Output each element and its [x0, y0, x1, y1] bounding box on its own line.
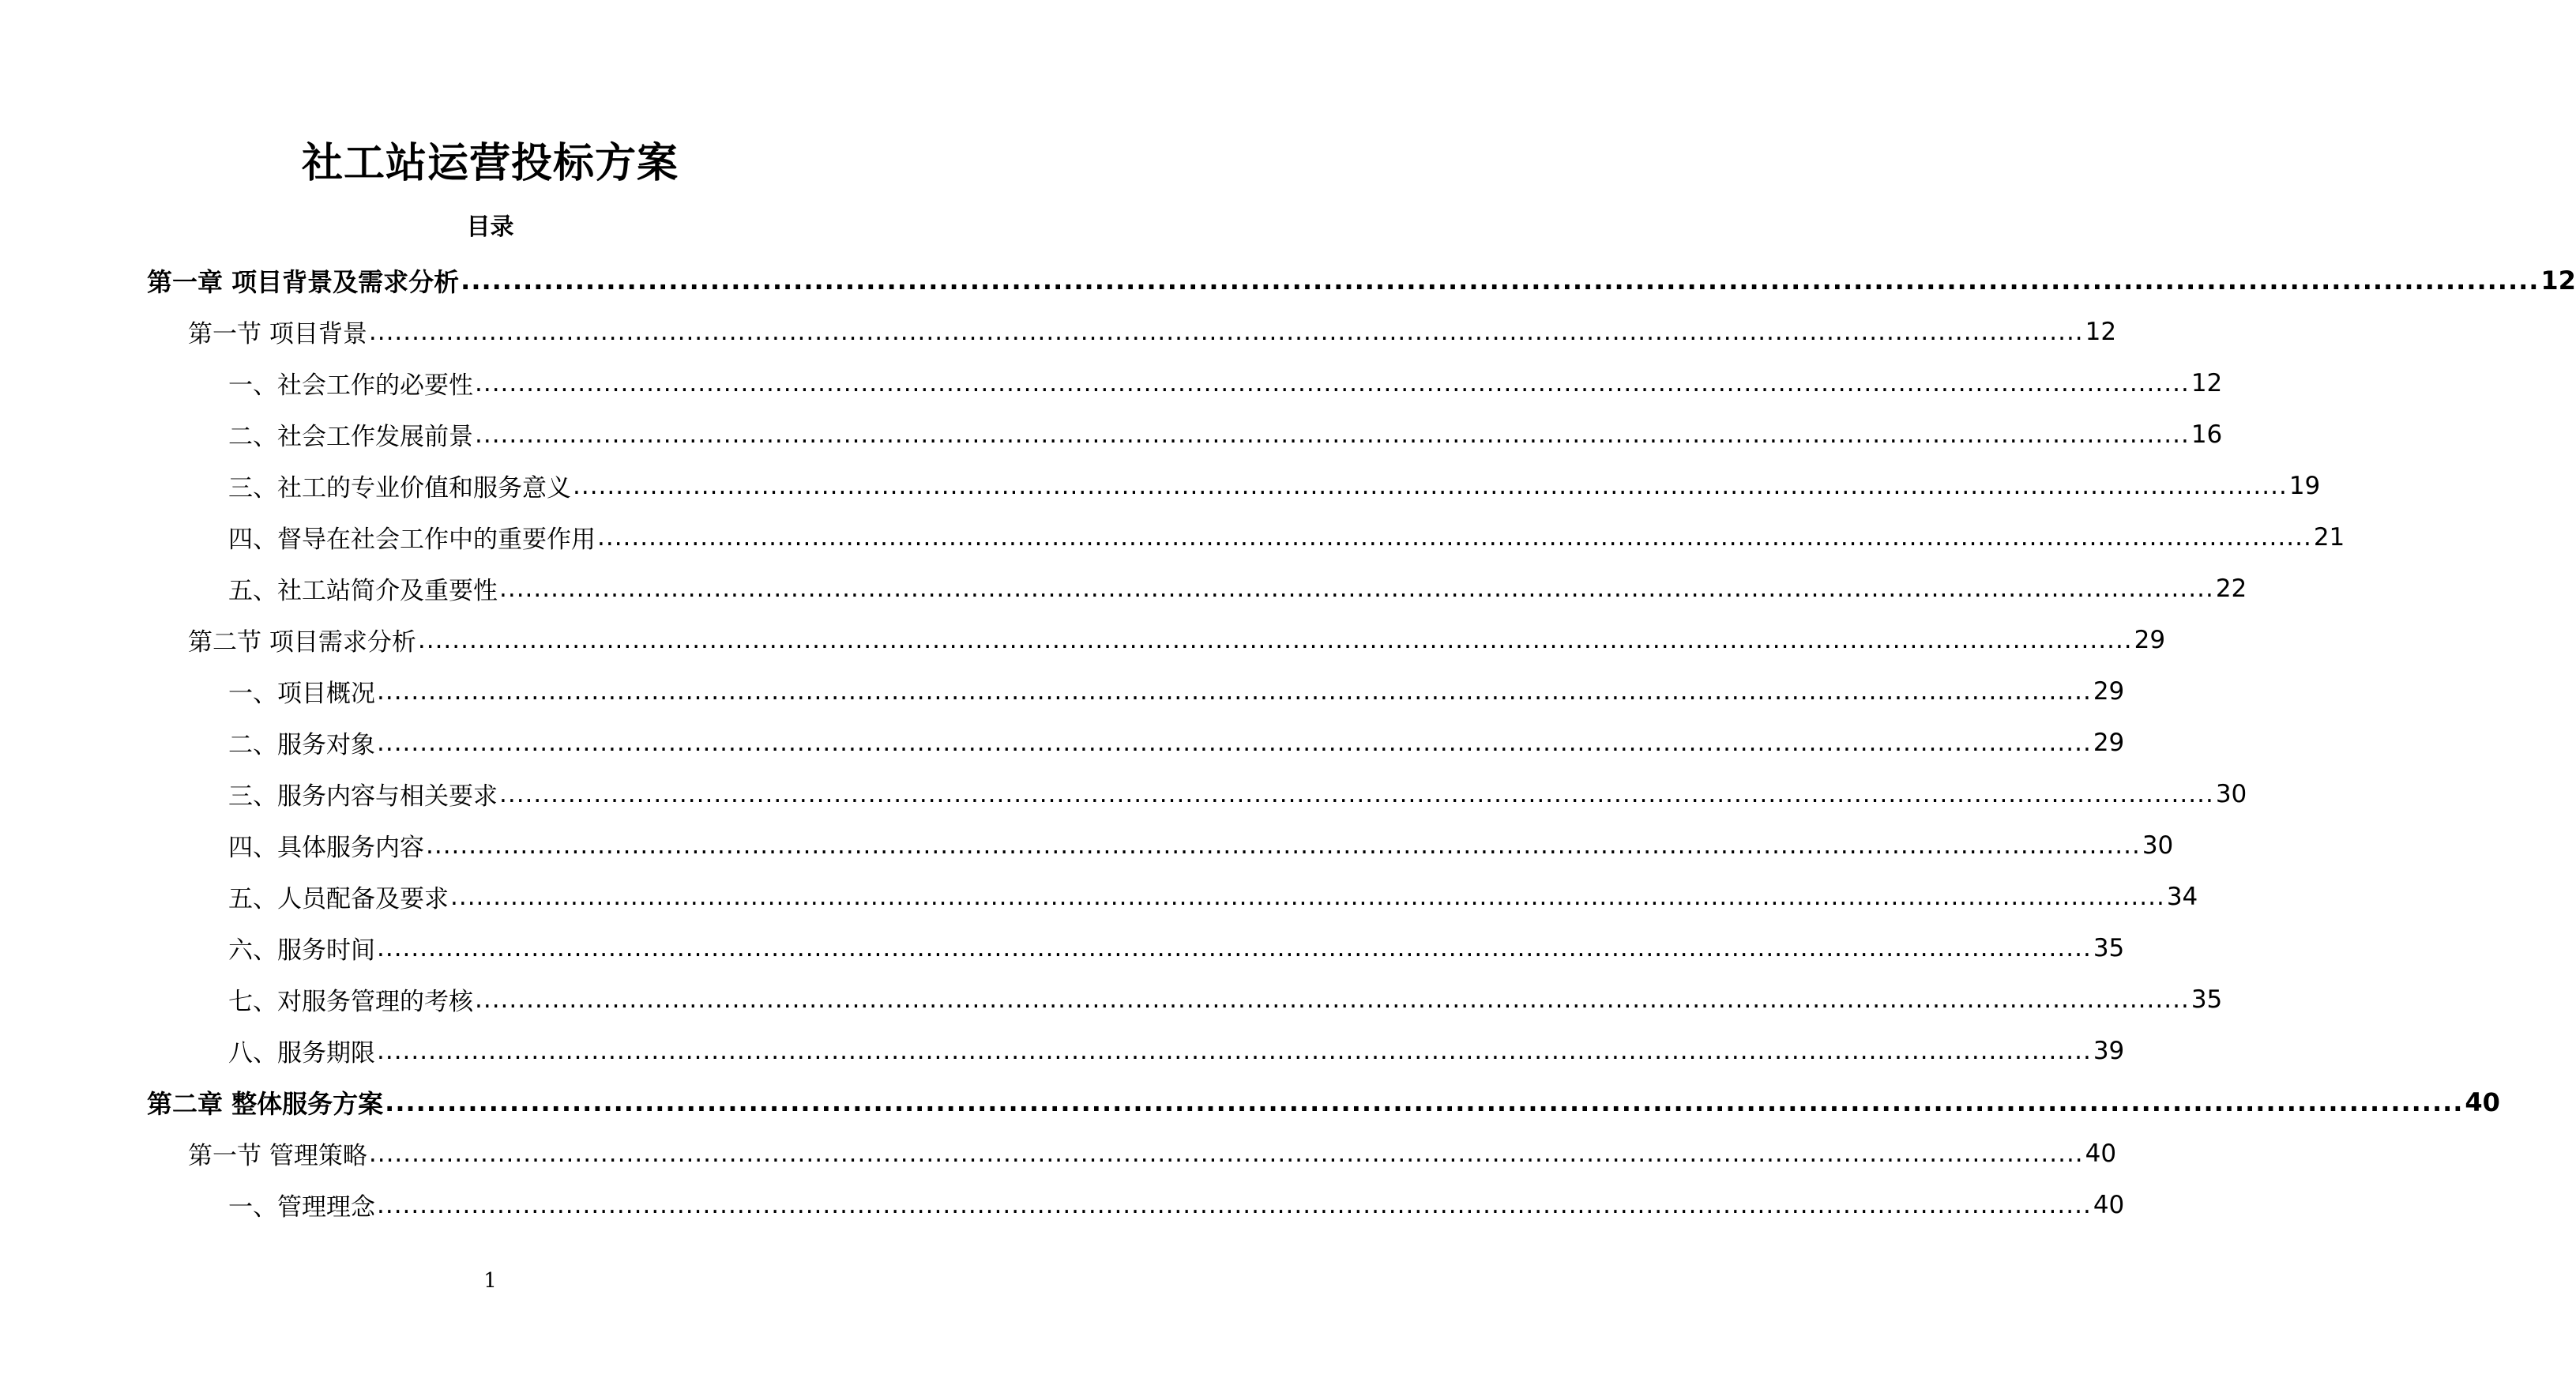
toc-dot-leader: ........................................................................................................................................................................................................ — [475, 368, 2190, 397]
toc-dot-leader: ........................................................................................................................................................................................................ — [368, 317, 2084, 346]
toc-entry[interactable] — [0, 460, 2321, 511]
toc-entry-page: 12 — [2540, 265, 2576, 296]
toc-entry-page: 16 — [2191, 420, 2223, 449]
toc-entry-page: 29 — [2093, 676, 2125, 706]
toc-entry-title: 四、督导在社会工作中的重要作用 — [228, 525, 596, 554]
toc-entry[interactable] — [0, 1179, 2125, 1230]
toc-entry[interactable] — [0, 717, 2125, 768]
toc-entry[interactable] — [0, 409, 2223, 460]
toc-entry-page: 12 — [2085, 317, 2117, 346]
toc-heading: 目录 — [466, 213, 514, 241]
toc-entry[interactable] — [0, 922, 2125, 974]
toc-dot-leader: ........................................................................................................................................................................................................ — [377, 728, 2092, 757]
toc-entry-page: 19 — [2288, 471, 2321, 500]
toc-dot-leader: ........................................................................................................................................................................................................ — [385, 1087, 2464, 1117]
toc-entry-title: 八、服务期限 — [228, 1039, 375, 1068]
toc-entry[interactable] — [0, 563, 2247, 614]
toc-entry-page: 35 — [2093, 933, 2125, 962]
toc-entry[interactable] — [0, 768, 2247, 819]
toc-dot-leader: ........................................................................................................................................................................................................ — [377, 676, 2092, 706]
toc-entry-title: 六、服务时间 — [228, 936, 375, 965]
toc-entry-title: 二、服务对象 — [228, 731, 375, 759]
toc-dot-leader: ........................................................................................................................................................................................................ — [426, 830, 2141, 860]
toc-entry-page: 39 — [2093, 1036, 2125, 1065]
toc-entry-title: 三、社工的专业价值和服务意义 — [228, 474, 571, 503]
toc-entry[interactable] — [0, 1076, 2500, 1128]
toc-entry[interactable] — [0, 1128, 2117, 1179]
toc-entry-page: 40 — [2465, 1087, 2500, 1117]
toc-entry-title: 一、管理理念 — [228, 1193, 375, 1222]
toc-dot-leader: ........................................................................................................................................................................................................ — [475, 985, 2190, 1014]
toc-entry[interactable] — [0, 254, 2576, 306]
toc-entry-page: 35 — [2191, 985, 2223, 1014]
toc-entry-title: 一、社会工作的必要性 — [228, 371, 473, 400]
toc-entry-title: 四、具体服务内容 — [228, 834, 424, 862]
toc-dot-leader: ........................................................................................................................................................................................................ — [499, 779, 2214, 808]
toc-entry-title: 第一节 管理策略 — [188, 1142, 367, 1170]
toc-entry-page: 22 — [2215, 574, 2247, 603]
toc-entry-title: 三、服务内容与相关要求 — [228, 782, 498, 811]
toc-entry[interactable] — [0, 665, 2125, 717]
toc-dot-leader: ........................................................................................................................................................................................................ — [499, 574, 2214, 603]
toc-entry-page: 30 — [2215, 779, 2247, 808]
page-number: 1 — [483, 1269, 497, 1293]
table-of-contents — [0, 254, 2576, 1230]
toc-dot-leader: ........................................................................................................................................................................................................ — [475, 420, 2190, 449]
toc-entry[interactable] — [0, 974, 2223, 1025]
toc-entry[interactable] — [0, 306, 2117, 357]
toc-entry-title: 五、人员配备及要求 — [228, 885, 449, 913]
toc-entry-page: 40 — [2093, 1190, 2125, 1219]
toc-dot-leader: ........................................................................................................................................................................................................ — [461, 265, 2540, 296]
toc-entry-page: 12 — [2191, 368, 2223, 397]
toc-entry-page: 29 — [2093, 728, 2125, 757]
toc-entry-page: 29 — [2134, 625, 2166, 654]
toc-entry-title: 一、项目概况 — [228, 680, 375, 708]
toc-entry[interactable] — [0, 614, 2166, 665]
toc-entry-title: 二、社会工作发展前景 — [228, 423, 473, 451]
toc-dot-leader: ........................................................................................................................................................................................................ — [597, 522, 2312, 552]
toc-dot-leader: ........................................................................................................................................................................................................ — [377, 1190, 2092, 1219]
toc-dot-leader: ........................................................................................................................................................................................................ — [573, 471, 2288, 500]
toc-dot-leader: ........................................................................................................................................................................................................ — [377, 933, 2092, 962]
toc-entry[interactable] — [0, 1025, 2125, 1076]
toc-entry-title: 第一节 项目背景 — [188, 320, 367, 348]
toc-entry-page: 40 — [2085, 1139, 2117, 1168]
toc-dot-leader: ........................................................................................................................................................................................................ — [450, 882, 2165, 911]
toc-entry-page: 30 — [2142, 830, 2174, 860]
toc-entry-page: 21 — [2313, 522, 2345, 552]
toc-dot-leader: ........................................................................................................................................................................................................ — [368, 1139, 2084, 1168]
toc-entry-page: 34 — [2166, 882, 2198, 911]
toc-entry-title: 第二章 整体服务方案 — [147, 1088, 384, 1119]
toc-dot-leader: ........................................................................................................................................................................................................ — [377, 1036, 2092, 1065]
page-title: 社工站运营投标方案 — [301, 140, 679, 187]
toc-entry-title: 第一章 项目背景及需求分析 — [147, 266, 460, 297]
toc-entry[interactable] — [0, 357, 2223, 409]
toc-entry[interactable] — [0, 871, 2198, 922]
toc-entry-title: 七、对服务管理的考核 — [228, 988, 473, 1016]
toc-entry-title: 五、社工站简介及重要性 — [228, 577, 498, 605]
toc-entry-title: 第二节 项目需求分析 — [188, 628, 416, 657]
toc-entry[interactable] — [0, 511, 2345, 563]
toc-dot-leader: ........................................................................................................................................................................................................ — [417, 625, 2133, 654]
toc-entry[interactable] — [0, 819, 2174, 871]
